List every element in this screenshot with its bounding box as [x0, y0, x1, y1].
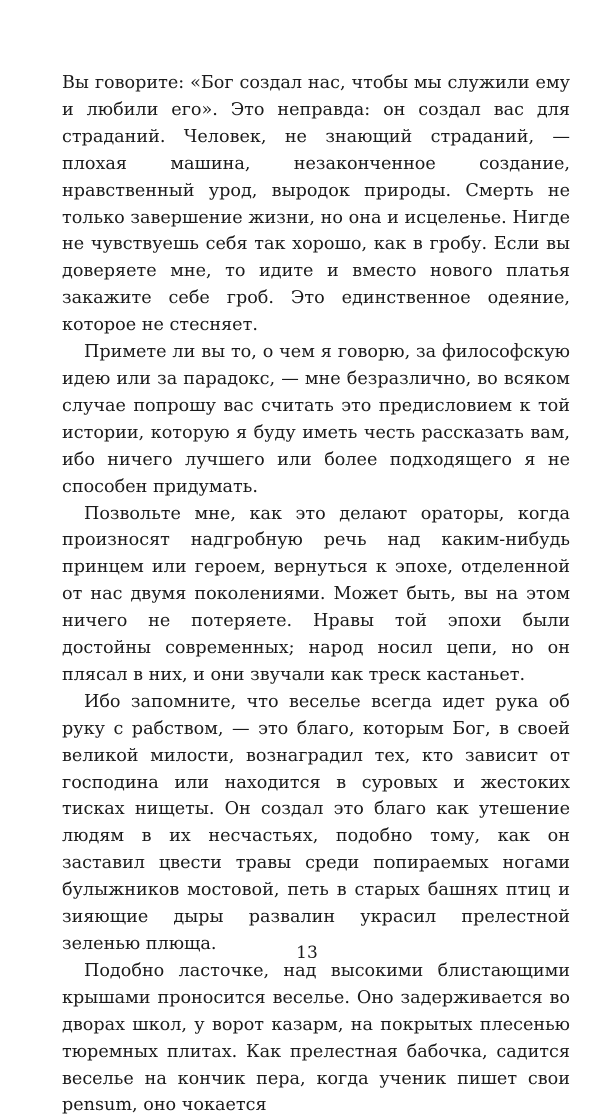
page-number: 13: [296, 943, 318, 963]
paragraph-2: Примете ли вы то, о чем я говорю, за философскую идею или за парадокс, — мне безразлично, во всяком случае попрошу вас считать это предисловием к той истории, которую я буду иметь честь рассказать вам, ибо ничего лучшего или более подходящего я не способен придумать.: [62, 342, 570, 497]
paragraph-5: Подобно ласточке, над высокими блистающими крышами проносится веселье. Оно задерживается во дворах школ, у ворот казарм, на покрытых плесенью тюремных плитах. Как прелестная бабочка, садится веселье на кончик пера, когда ученик пишет свои pensum, оно чокается: [62, 960, 570, 1116]
paragraph-4: Ибо запомните, что веселье всегда идет рука об руку с рабством, — это благо, которым Бог, в своей великой милости, вознаградил тех, кто зависит от господина или находится в суровых и жестоких тисках нищеты. Он создал это благо как утешение людям в их несчастьях, подобно тому, как он заставил цвести травы среди попираемых ногами булыжников мостовой, петь в старых башнях птиц и зияющие дыры развалин украсил прелестной зеленью плюща.: [62, 691, 570, 954]
paragraph-1: Вы говорите: «Бог создал нас, чтобы мы служили ему и любили его». Это неправда: он создал вас для страданий. Человек, не знающий страданий, — плохая машина, незаконченное создание, нравственный урод, выродок природы. Смерть не только завершение жизни, но она и исцеленье. Нигде не чувствуешь себя так хорошо, как в гробу. Если вы доверяете мне, то идите и вместо нового платья закажите себе гроб. Это единственное одеяние, которое не стесняет.: [62, 73, 570, 336]
paragraph-3: Позвольте мне, как это делают ораторы, когда произносят надгробную речь над каким-нибудь принцем или героем, вернуться к эпохе, отделенной от нас двумя поколениями. Может быть, вы на этом ничего не потеряете. Нравы той эпохи были достойны современных; народ носил цепи, но он плясал в них, и они звучали как треск кастаньет.: [62, 503, 570, 685]
